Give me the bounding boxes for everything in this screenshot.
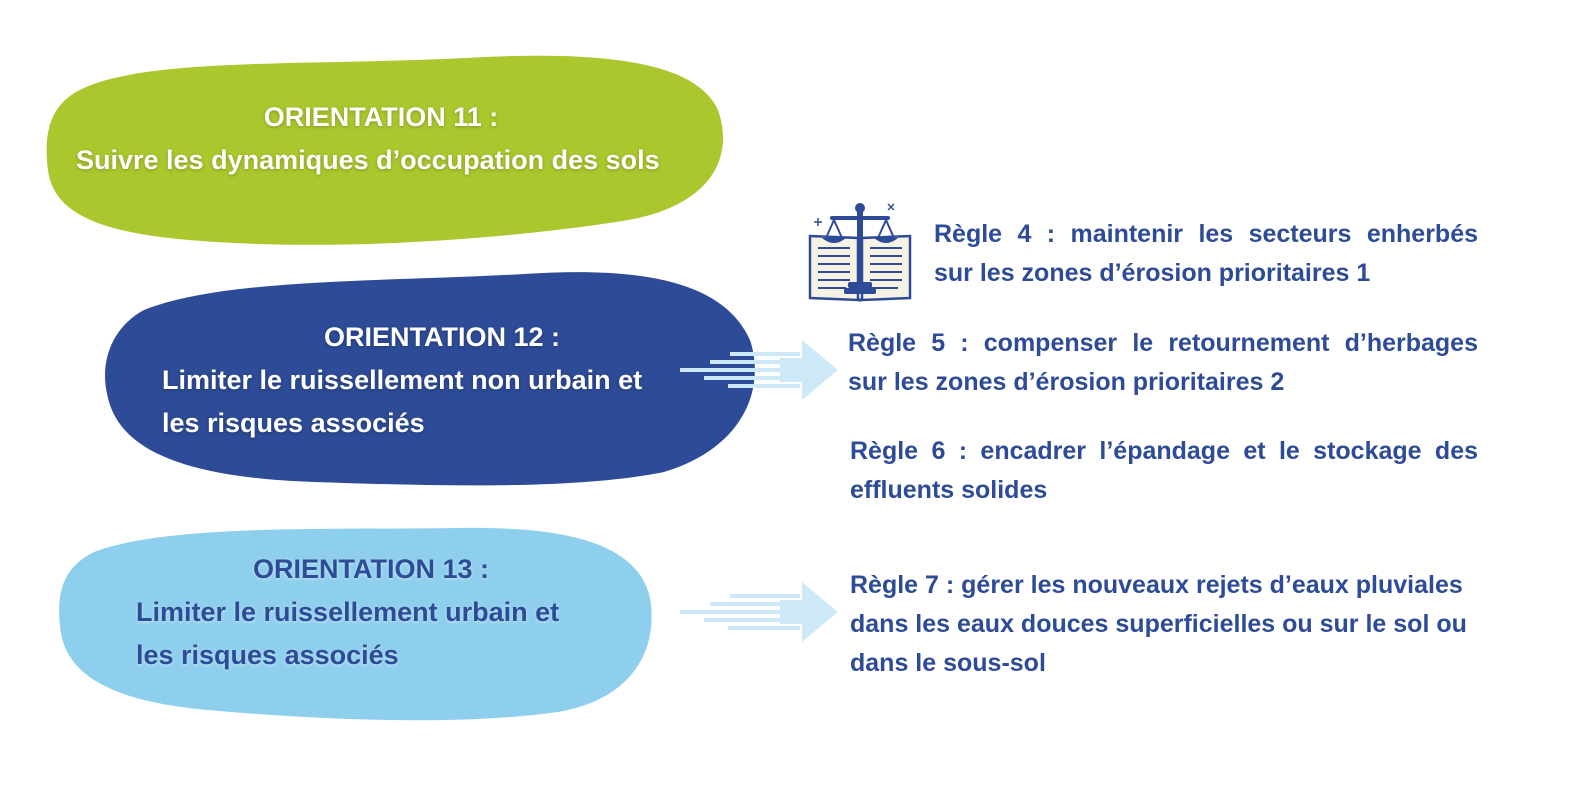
orientation-12-title: ORIENTATION 12 :	[323, 322, 560, 352]
rule-4	[934, 215, 1478, 293]
orientation-11-blob	[46, 52, 722, 248]
rule-7	[850, 566, 1484, 683]
orientation-12-desc-line-1: Limiter le ruissellement non urbain et	[162, 365, 643, 395]
orientation-13-blob	[58, 522, 654, 720]
orientation-13-desc-line-1: Limiter le ruissellement urbain et	[136, 597, 560, 627]
orientation-12-desc-line-2: les risques associés	[162, 408, 425, 438]
rule-7-line-2: dans les eaux douces superficielles ou sur le sol ou	[850, 610, 1467, 638]
orientation-13-desc-line-2: les risques associés	[136, 640, 399, 670]
rule-5	[848, 324, 1478, 402]
rule-5-line-1: Règle 5 : compenser le retournement d’herbages	[848, 329, 1478, 357]
orientation-13-title: ORIENTATION 13 :	[252, 554, 489, 584]
rule-7-line-3: dans le sous-sol	[850, 649, 1046, 677]
rule-4-line-2: sur les zones d’érosion prioritaires 1	[934, 259, 1371, 287]
arrow-right-icon	[680, 580, 840, 644]
law-book-icon	[806, 200, 914, 306]
arrow-right-icon	[680, 338, 840, 402]
rule-6	[850, 432, 1478, 510]
rule-4-line-1: Règle 4 : maintenir les secteurs enherbés	[934, 220, 1478, 248]
rule-7-line-1: Règle 7 : gérer les nouveaux rejets d’eaux pluviales	[850, 571, 1463, 599]
orientation-11-title: ORIENTATION 11 :	[263, 102, 499, 132]
orientation-11-desc: Suivre les dynamiques d’occupation des sols	[76, 145, 660, 175]
rule-6-line-2: effluents solides	[850, 476, 1048, 504]
rule-5-line-2: sur les zones d’érosion prioritaires 2	[848, 368, 1285, 396]
rule-6-line-1: Règle 6 : encadrer l’épandage et le stockage des	[850, 437, 1478, 465]
orientation-12-blob	[104, 268, 756, 486]
